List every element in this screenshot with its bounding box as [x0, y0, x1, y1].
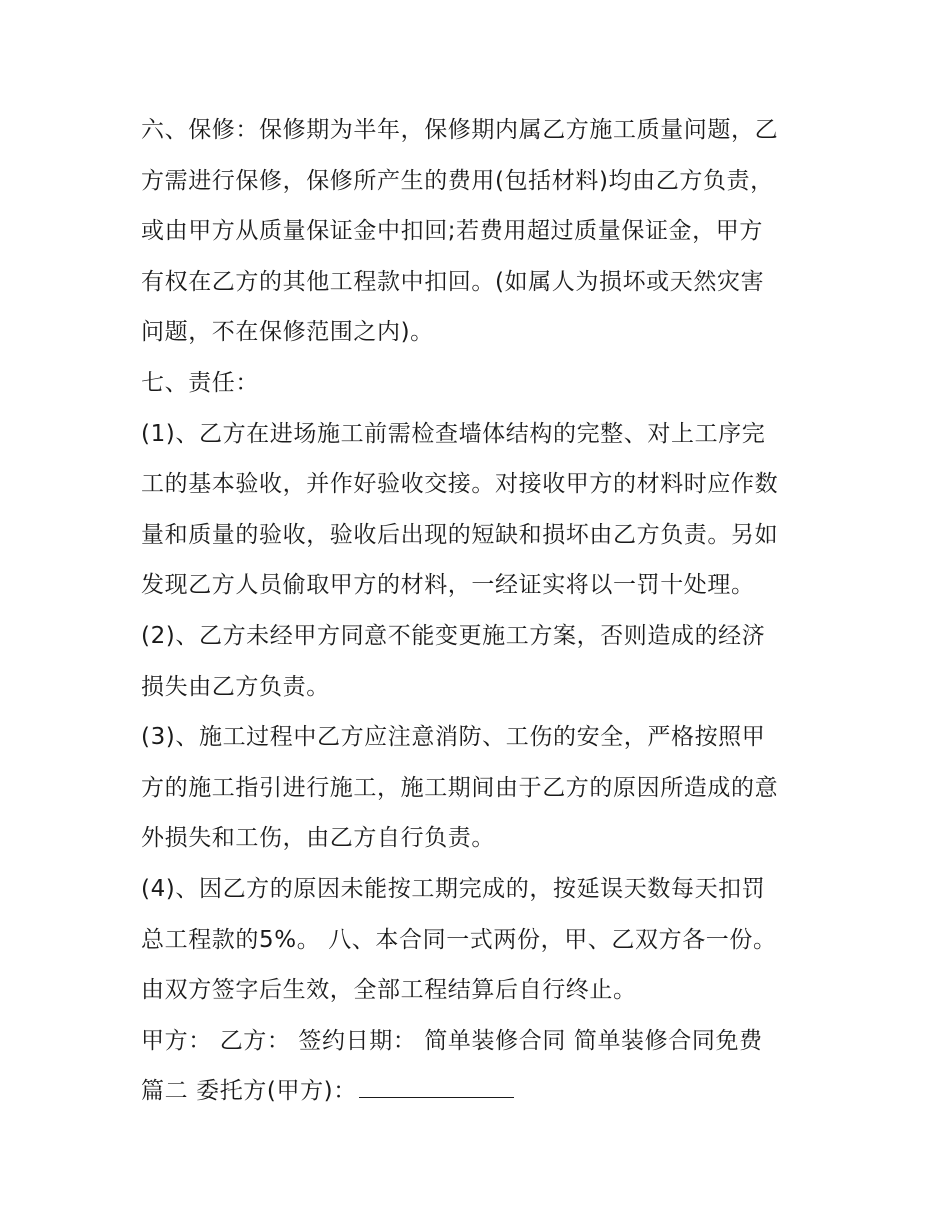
text-line: (1)、乙方在进场施工前需检查墙体结构的完整、对上工序完: [141, 420, 766, 447]
text-line: (4)、因乙方的原因未能按工期完成的，按延误天数每天扣罚: [141, 875, 766, 902]
text-line: 外损失和工伤，由乙方自行负责。: [141, 825, 495, 852]
contract-text: [141, 105, 821, 1117]
client-label: 篇二 委托方(甲方)：: [141, 1078, 357, 1105]
text-line: 六、保修：保修期为半年，保修期内属乙方施工质量问题，乙: [141, 117, 779, 143]
text-line: 量和质量的验收，验收后出现的短缺和损坏由乙方负责。另如: [141, 521, 779, 548]
text-line: 由双方签字后生效，全部工程结算后自行终止。: [141, 977, 637, 1004]
signature-line: 甲方： 乙方： 签约日期： 简单装修合同 简单装修合同免费: [141, 1027, 763, 1054]
client-line: [141, 1066, 821, 1117]
text-line: 工的基本验收，并作好验收交接。对接收甲方的材料时应作数: [141, 471, 779, 498]
text-line: 有权在乙方的其他工程款中扣回。(如属人为损坏或天然灾害: [141, 268, 765, 295]
text-line: (2)、乙方未经甲方同意不能变更施工方案，否则造成的经济: [141, 622, 766, 649]
blank-fill-field: [359, 1079, 514, 1098]
text-line: 损失由乙方负责。: [141, 673, 330, 700]
text-line: 发现乙方人员偷取甲方的材料，一经证实将以一罚十处理。: [141, 572, 755, 599]
text-line: 方的施工指引进行施工，施工期间由于乙方的原因所造成的意: [141, 774, 779, 801]
text-line: 总工程款的5%。 八、本合同一式两份，甲、乙双方各一份。: [141, 926, 777, 953]
text-line: (3)、施工过程中乙方应注意消防、工伤的安全，严格按照甲: [141, 724, 766, 751]
text-line: 或由甲方从质量保证金中扣回;若费用超过质量保证金，甲方: [141, 218, 763, 245]
text-line: 问题，不在保修范围之内)。: [141, 319, 434, 346]
text-line: 方需进行保修，保修所产生的费用(包括材料)均由乙方负责，: [141, 167, 774, 194]
section-heading: 七、责任：: [141, 369, 259, 396]
